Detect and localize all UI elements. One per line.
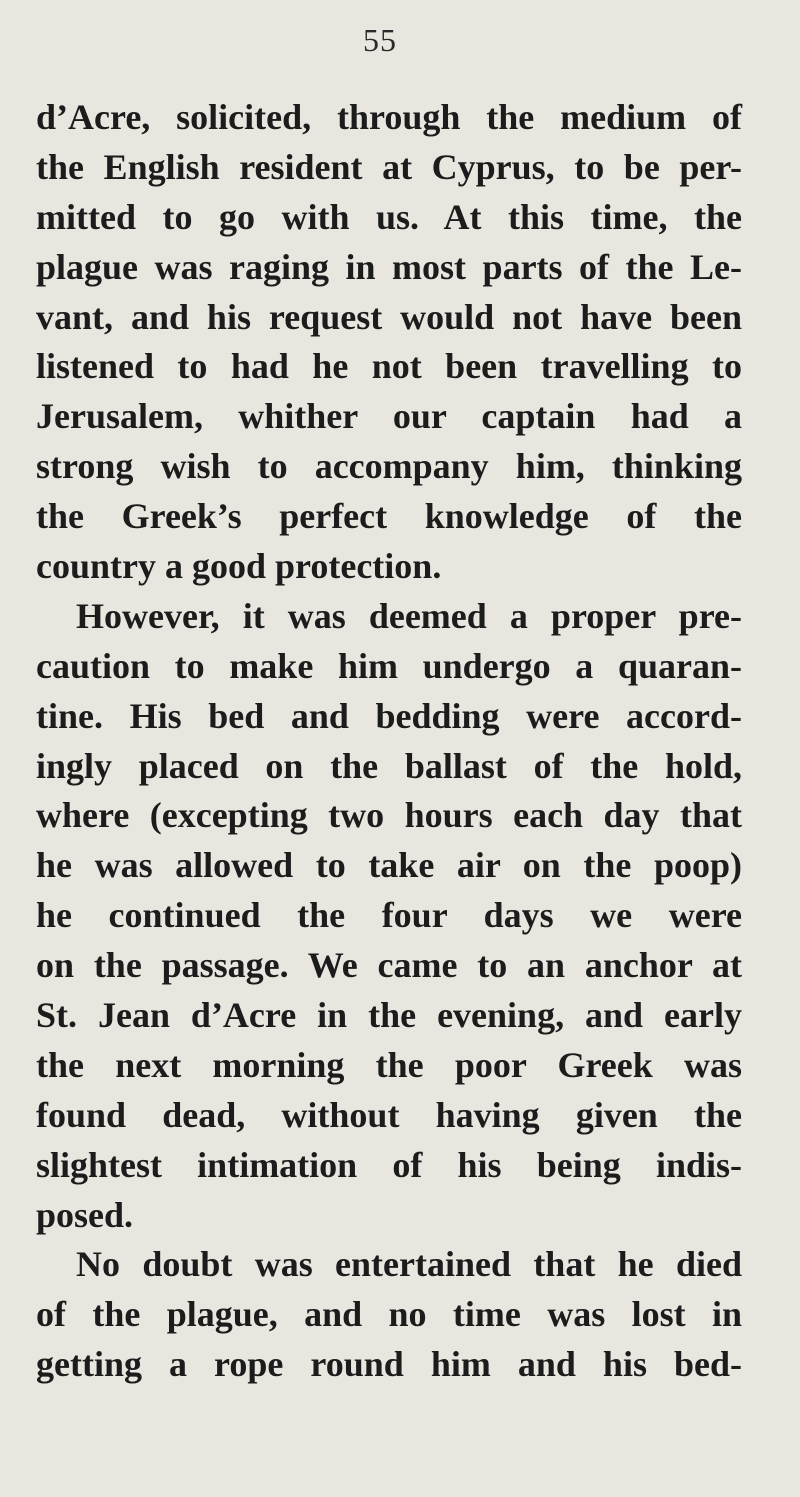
text-line: No doubt was entertained that he died [76,1244,742,1285]
text-line: ingly placed on the ballast of the hold, [36,745,742,786]
text-line: the English resident at Cyprus, to be per- [36,146,742,187]
text-line: However, it was deemed a proper pre- [76,595,742,636]
text-line: getting a rope round him and his bed- [36,1344,742,1385]
text-line: found dead, without having given the [36,1094,742,1135]
text-line: on the passage. We came to an anchor at [36,945,742,986]
text-line: mitted to go with us. At this time, the [36,196,742,237]
text-line: the Greek’s perfect knowledge of the [36,496,742,537]
text-line: vant, and his request would not have been [36,296,742,337]
text-line: country a good protection. [36,546,442,587]
text-line: listened to had he not been travelling to [36,346,742,387]
text-line: St. Jean d’Acre in the evening, and early [36,995,742,1036]
text-line: strong wish to accompany him, thinking [36,446,742,487]
text-line: tine. His bed and bedding were accord- [36,695,742,736]
text-line: Jerusalem, whither our captain had a [36,396,742,437]
text-line: he was allowed to take air on the poop) [36,845,742,886]
page-number: 55 [363,22,397,58]
text-line: d’Acre, solicited, through the medium of [36,97,742,137]
text-line: caution to make him undergo a quaran- [36,645,742,686]
text-line: plague was raging in most parts of the Le- [36,246,742,287]
body-text [36,93,742,1390]
text-line: slightest intimation of his being indis- [36,1144,742,1185]
text-line: he continued the four days we were [36,895,742,936]
text-line: posed. [36,1194,134,1235]
text-line: the next morning the poor Greek was [36,1044,742,1085]
text-line: where (excepting two hours each day that [36,795,742,836]
text-line: of the plague, and no time was lost in [36,1294,742,1335]
